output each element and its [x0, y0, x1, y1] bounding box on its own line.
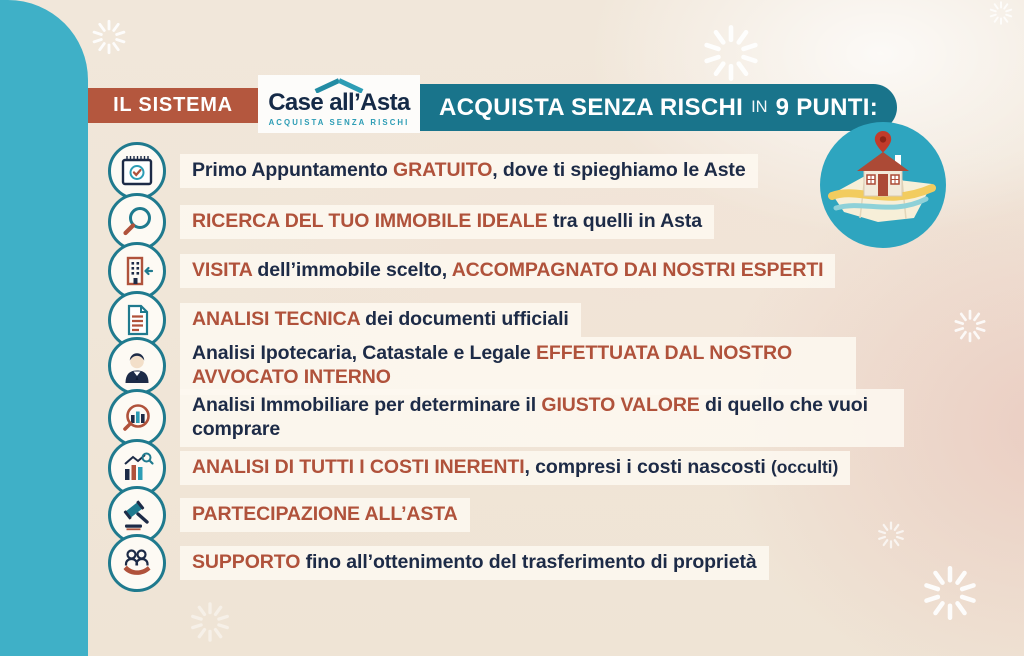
- title-connector: IN: [751, 98, 768, 116]
- system-label: IL SISTEMA: [88, 88, 258, 123]
- brand-logo: [258, 75, 420, 133]
- point-text: VISITA dell’immobile scelto, ACCOMPAGNATO DAI NOSTRI ESPERTI: [180, 254, 835, 288]
- point-text: Analisi Ipotecaria, Catastale e Legale EFFETTUATA DAL NOSTRO AVVOCATO INTERNO: [180, 337, 856, 395]
- calendar-check-icon: [108, 142, 166, 200]
- point-text: SUPPORTO fino all’ottenimento del trasferimento di proprietà: [180, 546, 769, 580]
- bottom-strip: [0, 656, 1024, 668]
- left-accent-bar: [0, 0, 88, 656]
- lawyer-icon: [108, 337, 166, 395]
- map-house-illustration: [820, 122, 946, 248]
- point-text: Analisi Immobiliare per determinare il GIUSTO VALORE di quello che vuoi comprare: [180, 389, 904, 447]
- sparkle-icon: [952, 308, 988, 344]
- point-text: Primo Appuntamento GRATUITO, dove ti spieghiamo le Aste: [180, 154, 758, 188]
- point-text: ANALISI TECNICA dei documenti ufficiali: [180, 303, 581, 337]
- logo-tagline: ACQUISTA SENZA RISCHI: [268, 118, 410, 127]
- point-text: PARTECIPAZIONE ALL’ASTA: [180, 498, 470, 532]
- point-text: ANALISI DI TUTTI I COSTI INERENTI, compresi i costi nascosti (occulti): [180, 451, 850, 485]
- point-row: [108, 142, 758, 200]
- logo-name: Case all’Asta: [268, 89, 410, 116]
- title-main: ACQUISTA SENZA RISCHI: [438, 93, 744, 121]
- sparkle-icon: [700, 22, 762, 84]
- sparkle-icon: [876, 520, 906, 550]
- point-row: [108, 337, 856, 395]
- title-points: 9 PUNTI:: [775, 93, 878, 121]
- support-hand-icon: [108, 534, 166, 592]
- point-row: [108, 534, 769, 592]
- sparkle-icon: [920, 563, 980, 623]
- sparkle-icon: [188, 600, 232, 644]
- sparkle-icon: [988, 0, 1014, 26]
- point-text: RICERCA DEL TUO IMMOBILE IDEALE tra quelli in Asta: [180, 205, 714, 239]
- sparkle-icon: [90, 18, 128, 56]
